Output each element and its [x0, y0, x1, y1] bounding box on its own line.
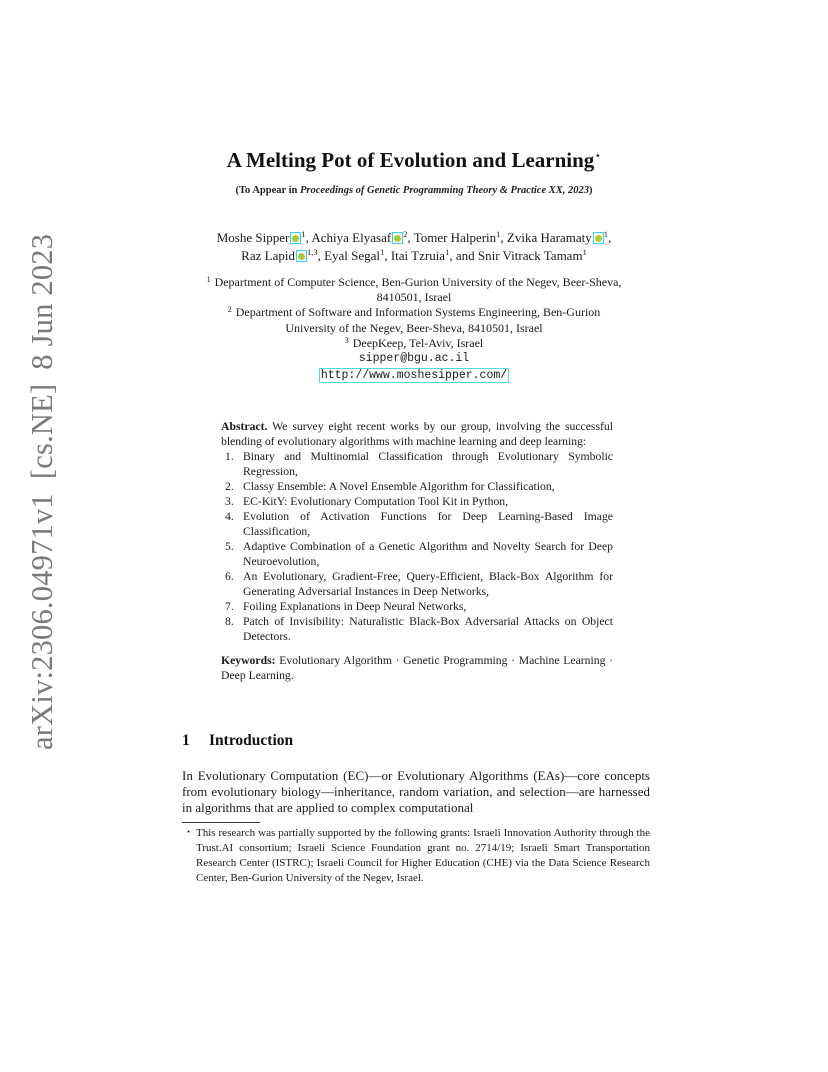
paper-title-text: A Melting Pot of Evolution and Learning [226, 148, 595, 172]
author [507, 230, 611, 245]
list-item [221, 509, 613, 539]
author-separator: , [305, 230, 312, 245]
author-affiliation: 1 [380, 247, 385, 257]
list-item-number: 8. [225, 615, 234, 628]
homepage-link[interactable]: http://www.moshesipper.com/ [320, 369, 508, 383]
affiliation-2 [160, 305, 668, 320]
author-affiliation: 1 [603, 229, 608, 239]
footnote-divider [182, 822, 260, 823]
arxiv-category: [cs.NE] [25, 383, 59, 480]
orcid-icon[interactable] [392, 232, 403, 244]
author-affiliation: 1 [301, 229, 306, 239]
section-heading [182, 732, 293, 750]
list-item [221, 539, 613, 569]
paper-subtitle [0, 185, 828, 196]
author-affiliation: 1,3 [306, 247, 318, 257]
abstract [221, 419, 613, 683]
list-item-text: Binary and Multinomial Classification through Evolutionary Symbolic Regression, [243, 450, 613, 478]
list-item-number: 3. [225, 495, 234, 508]
author [311, 230, 413, 245]
author [324, 248, 391, 263]
subtitle-prefix: (To Appear in [235, 185, 300, 196]
list-item-text: Foiling Explanations in Deep Neural Networks, [243, 600, 467, 613]
abstract-label: Abstract. [221, 420, 268, 433]
section-title: Introduction [209, 732, 294, 749]
author-name: Tomer Halperin [413, 230, 497, 245]
subtitle-venue: Proceedings of Genetic Programming Theory & Practice XX, 2023 [299, 185, 589, 196]
author-separator: , and [449, 248, 478, 263]
keywords-text: Evolutionary Algorithm · Genetic Programming · Machine Learning · Deep Learning. [221, 654, 613, 682]
author [217, 230, 312, 245]
author-name: Raz Lapid [241, 248, 295, 263]
orcid-icon[interactable] [290, 232, 301, 244]
abstract-intro [221, 419, 613, 449]
author-name: Itai Tzruia [390, 248, 446, 263]
abstract-text: We survey eight recent works by our group, involving the successful blending of evolutionary algorithms with machine learning and deep learning: [221, 420, 613, 448]
list-item-text: An Evolutionary, Gradient-Free, Query-Efficient, Black-Box Algorithm for Generating Adversarial Instances in Deep Networks, [243, 570, 613, 598]
list-item-number: 7. [225, 600, 234, 613]
affiliation-text-cont: 8410501, Israel [376, 290, 452, 305]
body-paragraph: In Evolutionary Computation (EC)—or Evolutionary Algorithms (EAs)—core concepts from evolutionary biology—inheritance, random variation, and selection—are harnessed in algorithms that are applied to complex computational [182, 768, 650, 815]
list-item [221, 479, 613, 494]
author-affiliation: 2 [403, 229, 408, 239]
abstract-list [221, 449, 613, 644]
author-affiliation: 1 [496, 229, 501, 239]
list-item-text: EC-KitY: Evolutionary Computation Tool Kit in Python, [243, 495, 509, 508]
title-footnote-mark: ⋆ [594, 150, 602, 162]
list-item [221, 569, 613, 599]
list-item [221, 449, 613, 479]
author [478, 248, 587, 263]
arxiv-id: arXiv:2306.04971v1 [25, 493, 59, 750]
author-name: Moshe Sipper [216, 230, 290, 245]
author-list [175, 229, 653, 265]
author-name: Zvika Haramaty [506, 230, 592, 245]
arxiv-stamp [22, 220, 62, 750]
affiliation-number: 1 [206, 275, 211, 284]
list-item-text: Classy Ensemble: A Novel Ensemble Algorithm for Classification, [243, 480, 555, 493]
footnote-mark: ⋆ [186, 827, 192, 836]
keywords-label: Keywords: [221, 654, 276, 667]
author-separator: , [500, 230, 507, 245]
orcid-icon[interactable] [296, 250, 307, 262]
author [241, 248, 324, 263]
list-item-number: 2. [225, 480, 234, 493]
list-item-text: Patch of Invisibility: Naturalistic Black-Box Adversarial Attacks on Object Detectors. [243, 615, 613, 643]
list-item-number: 5. [225, 540, 234, 553]
footnote [182, 826, 650, 886]
list-item-number: 4. [225, 510, 234, 523]
footnote-text: This research was partially supported by the following grants: Israeli Innovation Authority through the Trust.AI consortium; Israeli Science Foundation grant no. 2714/19; Israeli Smart Transportation Research Center (ISTRC); Israeli Council for Higher Education (CHE) via the Data Science Research Center, Ben-Gurion University of the Negev, Israel. [196, 827, 650, 884]
affiliation-text-cont: University of the Negev, Beer-Sheva, 8410501, Israel [285, 320, 543, 335]
affiliation-1 [160, 275, 668, 290]
arxiv-date: 8 Jun 2023 [25, 233, 59, 370]
list-item-number: 6. [225, 570, 234, 583]
contact-email: sipper@bgu.ac.il [358, 352, 470, 366]
author [391, 248, 478, 263]
author-separator: , [384, 248, 391, 263]
list-item-text: Evolution of Activation Functions for Deep Learning-Based Image Classification, [243, 510, 613, 538]
author-name: Snir Vitrack Tamam [477, 248, 583, 263]
author-name: Achiya Elyasaf [311, 230, 392, 245]
affiliation-number: 2 [227, 305, 232, 315]
author-affiliation: 1 [445, 247, 450, 257]
author [414, 230, 507, 245]
section-number: 1 [182, 732, 190, 749]
orcid-icon[interactable] [593, 232, 604, 244]
author-separator: , [317, 248, 325, 263]
author-separator: , [407, 230, 414, 245]
list-item-text: Adaptive Combination of a Genetic Algorithm and Novelty Search for Deep Neuroevolution, [243, 540, 613, 568]
list-item-number: 1. [225, 450, 234, 463]
list-item [221, 494, 613, 509]
author-separator: , [608, 230, 612, 245]
author-affiliation: 1 [582, 247, 587, 257]
affiliation-number: 3 [344, 335, 349, 345]
author-name: Eyal Segal [324, 248, 381, 263]
keywords [221, 653, 613, 683]
paper-title [0, 148, 828, 173]
affiliation-text: DeepKeep, Tel-Aviv, Israel [352, 335, 484, 350]
affiliation-3 [160, 336, 668, 351]
list-item [221, 599, 613, 614]
subtitle-suffix: ) [589, 185, 593, 196]
affiliation-text: Department of Computer Science, Ben-Gurion University of the Negev, Beer-Sheva, [214, 275, 622, 289]
affiliations [160, 275, 668, 383]
affiliation-text: Department of Software and Information Systems Engineering, Ben-Gurion [235, 305, 601, 320]
list-item [221, 614, 613, 644]
